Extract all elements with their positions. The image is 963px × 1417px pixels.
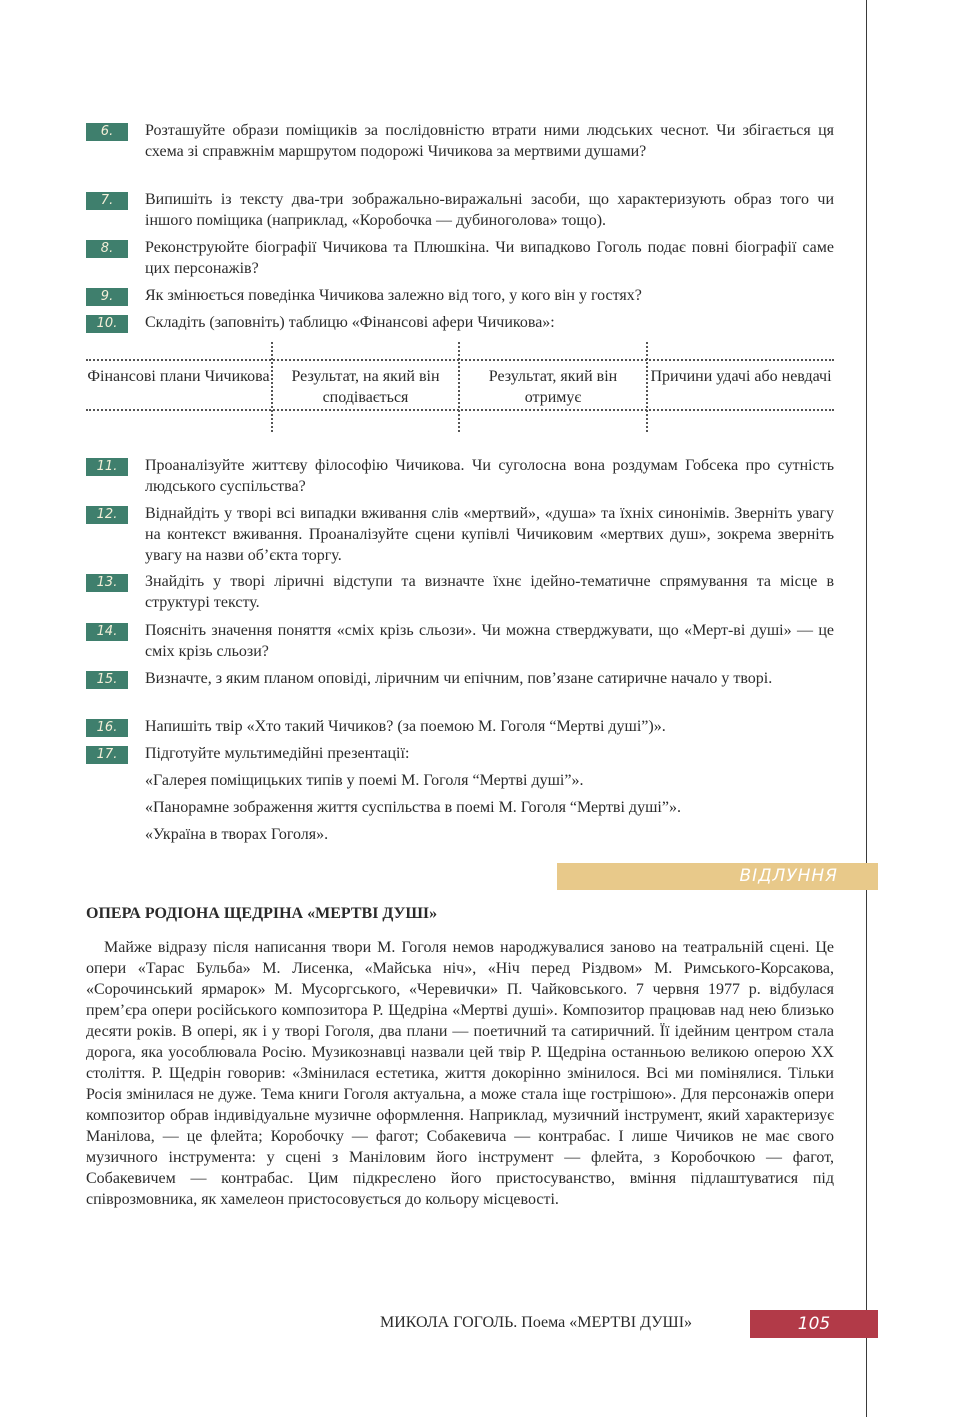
question-16 bbox=[86, 716, 834, 737]
presentation-topic: «Панорамне зображення життя суспільства в поемі М. Гоголя “Мертві душі”». bbox=[145, 799, 681, 816]
table-header-cell: Результат, який він отримує bbox=[488, 368, 618, 406]
page-number: 105 bbox=[750, 1310, 878, 1338]
question-text: Складіть (заповніть) таблицю «Фінансові афери Чичикова»: bbox=[145, 314, 555, 331]
question-number-badge: 6. bbox=[86, 123, 128, 141]
question-text: Підготуйте мультимедійні презентації: bbox=[145, 745, 410, 762]
question-13 bbox=[86, 571, 834, 613]
question-text: Знайдіть у творі ліричні відступи та визначте їхнє ідейно-тематичне спрямування та місце в структурі тексту. bbox=[145, 573, 834, 611]
question-14 bbox=[86, 620, 834, 662]
presentation-topic: «Україна в творах Гоголя». bbox=[145, 826, 329, 843]
question-15 bbox=[86, 668, 834, 689]
question-11 bbox=[86, 455, 834, 497]
question-number-badge: 10. bbox=[86, 315, 128, 333]
running-title: МИКОЛА ГОГОЛЬ. Поема «МЕРТВІ ДУШІ» bbox=[380, 1314, 693, 1331]
question-10 bbox=[86, 312, 834, 333]
table-header-cell: Фінансові плани Чичикова bbox=[87, 368, 270, 385]
section-banner bbox=[557, 863, 878, 890]
question-6 bbox=[86, 120, 834, 162]
section-title: ОПЕРА РОДІОНА ЩЕДРІНА «МЕРТВІ ДУШІ» bbox=[86, 905, 438, 922]
question-number-badge: 14. bbox=[86, 623, 128, 641]
question-7 bbox=[86, 189, 834, 231]
financial-affairs-table bbox=[86, 342, 834, 432]
question-number-badge: 11. bbox=[86, 458, 128, 476]
question-number-badge: 7. bbox=[86, 192, 128, 210]
question-12 bbox=[86, 503, 834, 566]
question-text: Поясніть значення поняття «сміх крізь сльози». Чи можна стверджувати, що «Мерт-ві душі» — це сміх крізь сльози? bbox=[145, 622, 834, 660]
table-header-cell: Причини удачі або невдачі bbox=[650, 368, 832, 385]
question-text: Визначте, з яким планом оповіді, ліричним чи епічним, пов’язане сатиричне начало у творі. bbox=[145, 670, 773, 687]
question-text: Розташуйте образи поміщиків за послідовністю втрати ними людських чеснот. Чи збігається ця схема зі справжнім маршрутом подорожі Чичикова за мертвими душами? bbox=[145, 122, 834, 160]
banner-label: ВІДЛУННЯ bbox=[739, 866, 838, 886]
question-text: Напишіть твір «Хто такий Чичиков? (за поемою М. Гоголя “Мертві душі”)». bbox=[145, 718, 666, 735]
question-number-badge: 13. bbox=[86, 574, 128, 592]
question-9 bbox=[86, 285, 834, 306]
section-paragraph: Майже відразу після написання твори М. Гоголя немов народжувалися заново на театральній сцені. Це опери «Тарас Бульба» М. Лисенка, «Майська ніч», «Ніч перед Різдвом» М. Римського-Корсакова, «Сорочинський ярмарок» М. Мусоргського, «Черевички» П. Чайковського. 7 червня 1977 р. відбулася прем’єра опери російського композитора Р. Щедріна «Мертві душі». Композитор працював над нею близько десяти років. В опері, як і у творі Гоголя, два плани — поетичний та сатиричний. Її ідейним центром стала дорога, яка уособлювала Росію. Музикознавці назвали цей твір Р. Щедріна останньою великою оперою XX століття. Р. Щедрін говорив: «Змінилася естетика, життя докорінно змінилося. Всі ми помінялися. Тільки Росія змінилася не дуже. Тема книги Гоголя актуальна, а може стала іще гострішою». Для персонажів опери композитор обрав індивідуальне музичне оформлення. Наприклад, музичний інструмент, який характеризує Манілова, — це флейта; Коробочку — фагот; Собакевича — контрабас. І лише Чичиков не має свого музичного інструмента: у сцені з Маніловим його інструмент — флейта, з Коробочкою — фагот, Собакевичем — контрабас. Цим підкреслено його пристосуванство, вміння підлаштуватися під співрозмовника, як хамелеон пристосовується до кольору місцевості. bbox=[86, 939, 834, 1208]
table-top-rule bbox=[86, 359, 834, 361]
question-number-badge: 9. bbox=[86, 288, 128, 306]
table-header-cell: Результат, на який він сподівається bbox=[291, 368, 440, 406]
question-text: Проаналізуйте життєву філософію Чичикова. Чи суголосна вона роздумам Гобсека про сутність людського суспільства? bbox=[145, 457, 834, 495]
question-number-badge: 12. bbox=[86, 506, 128, 524]
presentation-topic: «Галерея поміщицьких типів у поемі М. Гоголя “Мертві душі”». bbox=[145, 772, 584, 789]
question-text: Випишіть із тексту два-три зображально-виражальні засоби, що характеризують образ того чи іншого поміщика (наприклад, «Коробочка — дубиноголова» тощо). bbox=[145, 191, 834, 229]
question-17 bbox=[86, 743, 834, 764]
question-number-badge: 17. bbox=[86, 746, 128, 764]
question-8 bbox=[86, 237, 834, 279]
question-text: Як змінюється поведінка Чичикова залежно від того, у кого він у гостях? bbox=[145, 287, 642, 304]
question-number-badge: 16. bbox=[86, 719, 128, 737]
question-text: Реконструюйте біографії Чичикова та Плюшкіна. Чи випадково Гоголь подає повні біографії саме цих персонажів? bbox=[145, 239, 834, 277]
page-edge-rule bbox=[866, 0, 867, 1417]
question-text: Віднайдіть у творі всі випадки вживання слів «мертвий», «душа» та їхніх синонімів. Зверніть увагу на контекст вживання. Проаналізуйте сцени купівлі Чичиковим «мертвих душ», зокрема зверніть увагу на назви об’єкта торгу. bbox=[145, 505, 834, 564]
question-number-badge: 8. bbox=[86, 240, 128, 258]
question-number-badge: 15. bbox=[86, 671, 128, 689]
